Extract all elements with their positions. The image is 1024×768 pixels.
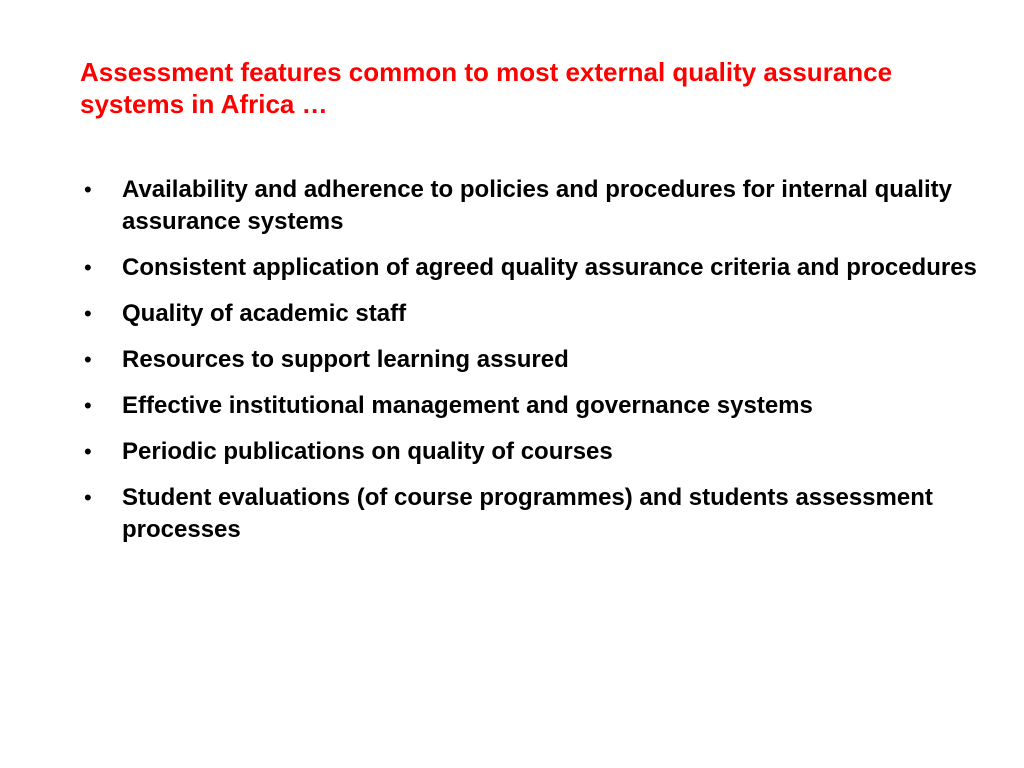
bullet-text: Resources to support learning assured [122,346,569,373]
bullet-text: Student evaluations (of course programmes) and students assessment processes [122,484,933,543]
bullet-item [82,390,992,422]
bullet-text: Availability and adherence to policies and procedures for internal quality assurance systems [122,176,952,235]
bullet-text: Consistent application of agreed quality assurance criteria and procedures [122,254,977,281]
bullet-marker: • [84,301,92,326]
bullet-text: Effective institutional management and governance systems [122,392,813,419]
bullet-marker: • [84,347,92,372]
bullet-list [82,174,992,560]
bullet-item [82,344,992,376]
bullet-item [82,436,992,468]
bullet-marker: • [84,439,92,464]
bullet-item [82,298,992,330]
bullet-text: Periodic publications on quality of courses [122,438,613,465]
bullet-marker: • [84,485,92,510]
bullet-marker: • [84,177,92,202]
bullet-item [82,252,992,284]
slide-title: Assessment features common to most external quality assurance systems in Africa … [80,57,893,119]
bullet-marker: • [84,393,92,418]
bullet-item [82,482,992,546]
bullet-text: Quality of academic staff [122,300,407,327]
bullet-marker: • [84,255,92,280]
bullet-item [82,174,992,238]
